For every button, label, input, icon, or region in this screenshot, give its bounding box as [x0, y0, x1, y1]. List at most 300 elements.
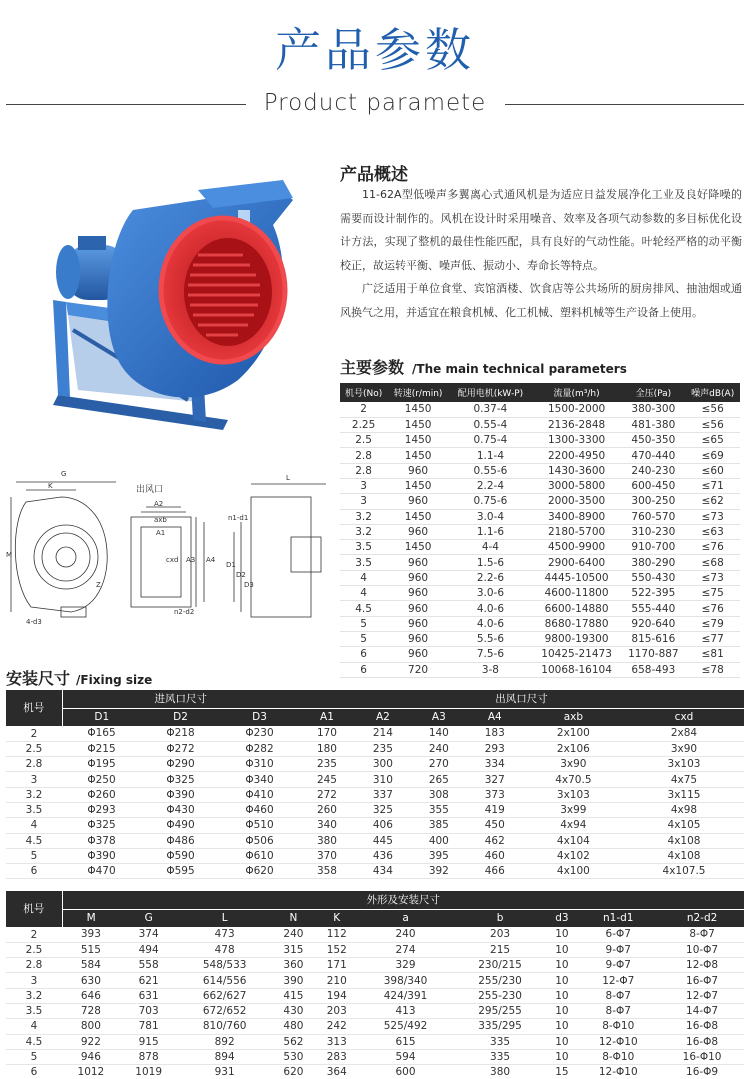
table-cell: Φ340 [220, 772, 299, 787]
table-header-cell: G [120, 909, 178, 927]
table-cell: 245 [299, 772, 355, 787]
table-cell: Φ486 [141, 833, 220, 848]
label-cxd: cxd [166, 556, 179, 564]
table-cell: 6 [6, 864, 62, 879]
table-cell: 1450 [387, 448, 449, 463]
table-cell: 3000-5800 [532, 478, 621, 493]
table-header-cell: D1 [62, 708, 141, 726]
table-row [6, 988, 744, 1003]
table-cell: 3.5 [340, 555, 387, 570]
table-cell: 424/391 [358, 988, 452, 1003]
table-cell: 10425-21473 [532, 647, 621, 662]
table-cell: 8680-17880 [532, 616, 621, 631]
table-cell: 6 [6, 1065, 62, 1079]
table-cell: 374 [120, 927, 178, 942]
table-cell: 8-Φ10 [576, 1019, 660, 1034]
table-cell: 10 [547, 1049, 576, 1064]
table-cell: 16-Φ7 [660, 973, 744, 988]
table-cell: 525/492 [358, 1019, 452, 1034]
table-cell: Φ390 [62, 848, 141, 863]
table-cell: 800 [62, 1019, 120, 1034]
table-cell: 920-640 [621, 616, 685, 631]
table-cell: 1.5-6 [449, 555, 532, 570]
table-cell: 922 [62, 1034, 120, 1049]
table-cell: 434 [355, 864, 411, 879]
table-cell: 4x70.5 [523, 772, 624, 787]
table-row [6, 927, 744, 942]
table-cell: 9800-19300 [532, 631, 621, 646]
table-cell: 270 [411, 757, 467, 772]
table-cell: 470-440 [621, 448, 685, 463]
table-cell: 478 [178, 942, 272, 957]
table-cell: 406 [355, 818, 411, 833]
table-cell: 240 [358, 927, 452, 942]
table-cell: 3x90 [624, 741, 744, 756]
table-header-cell: A3 [411, 708, 467, 726]
table-cell: ≤75 [685, 586, 740, 601]
table-cell: 10 [547, 1034, 576, 1049]
table-row [6, 1003, 744, 1018]
label-d2: D2 [236, 571, 246, 579]
table-cell: 380-300 [621, 402, 685, 417]
table-cell: 4 [6, 1019, 62, 1034]
table-cell: 194 [315, 988, 358, 1003]
table-cell: 10 [547, 958, 576, 973]
table-cell: 4x75 [624, 772, 744, 787]
table-cell: 946 [62, 1049, 120, 1064]
table-cell: ≤63 [685, 524, 740, 539]
table-cell: 10 [547, 1019, 576, 1034]
label-a1: A1 [156, 529, 166, 537]
table-cell: 390 [272, 973, 315, 988]
overview-text [340, 183, 742, 324]
table-cell: ≤76 [685, 540, 740, 555]
table-cell: 3.2 [340, 524, 387, 539]
table-cell: 355 [411, 802, 467, 817]
table-row [340, 570, 740, 585]
table-cell: 392 [411, 864, 467, 879]
table-cell: 522-395 [621, 586, 685, 601]
table-row [6, 848, 744, 863]
table-cell: 1019 [120, 1065, 178, 1079]
table-cell: 5 [340, 631, 387, 646]
fixing-table-2 [6, 891, 744, 1079]
table-cell: 466 [467, 864, 523, 879]
table-cell: 515 [62, 942, 120, 957]
label-a3: A3 [186, 556, 196, 564]
table-cell: 3.5 [340, 540, 387, 555]
table-cell: 283 [315, 1049, 358, 1064]
table-row [340, 555, 740, 570]
table-cell: ≤71 [685, 478, 740, 493]
table-cell: 3x103 [523, 787, 624, 802]
table-cell: 315 [272, 942, 315, 957]
table-cell: 2x100 [523, 726, 624, 741]
table-cell: 960 [387, 524, 449, 539]
table-cell: 415 [272, 988, 315, 1003]
table-row [340, 524, 740, 539]
table-cell: 630 [62, 973, 120, 988]
table-cell: ≤60 [685, 463, 740, 478]
table-header-cell: D3 [220, 708, 299, 726]
table-cell: Φ460 [220, 802, 299, 817]
table-cell: 6 [340, 647, 387, 662]
table-cell: 393 [62, 927, 120, 942]
table-cell: 3.2 [6, 787, 62, 802]
table-cell: 960 [387, 494, 449, 509]
table-cell: 171 [315, 958, 358, 973]
table-cell: 3.2 [340, 509, 387, 524]
table-cell: 308 [411, 787, 467, 802]
table-header-cell: b [453, 909, 548, 927]
table-cell: 4x108 [624, 833, 744, 848]
table-cell: 481-380 [621, 417, 685, 432]
table-cell: 203 [453, 927, 548, 942]
table-header-cell: A1 [299, 708, 355, 726]
table-cell: 3400-8900 [532, 509, 621, 524]
table-cell: 2180-5700 [532, 524, 621, 539]
table-cell: 1450 [387, 509, 449, 524]
table-row [340, 662, 740, 677]
table-header-cell: 转速(r/min) [387, 383, 449, 402]
table-cell: 5 [340, 616, 387, 631]
table-cell: Φ510 [220, 818, 299, 833]
overview-paragraph-1: 11-62A型低噪声多翼离心式通风机是为适应日益发展净化工业及良好降噪的需要而设计制作的。风机在设计时采用噪音、效率及各项气动参数的多目标优化设计方法，实现了整机的最佳性能匹配，具有良好的气动性能。叶轮经严格的动平衡校正，故运转平衡、噪声低、振动小、寿命长等特点。 [340, 188, 742, 272]
table-cell: 3.5 [6, 802, 62, 817]
table-cell: 4.5 [340, 601, 387, 616]
table-cell: 1.1-4 [449, 448, 532, 463]
table-cell: 4x104 [523, 833, 624, 848]
table-cell: 274 [358, 942, 452, 957]
table-cell: 2 [6, 927, 62, 942]
table-cell: 242 [315, 1019, 358, 1034]
table-cell: 5 [6, 848, 62, 863]
table-cell: 10 [547, 927, 576, 942]
table-cell: 2200-4950 [532, 448, 621, 463]
table-cell: Φ325 [62, 818, 141, 833]
table-cell: 360 [272, 958, 315, 973]
table-cell: 6-Φ7 [576, 927, 660, 942]
table-cell: Φ195 [62, 757, 141, 772]
table-cell: 310 [355, 772, 411, 787]
table-cell: 3-8 [449, 662, 532, 677]
table-row [6, 1034, 744, 1049]
table-row [6, 1065, 744, 1079]
table-cell: 620 [272, 1065, 315, 1079]
table-cell: 4 [340, 570, 387, 585]
table-cell: 450-350 [621, 433, 685, 448]
table-cell: 10-Φ7 [660, 942, 744, 957]
table-cell: 255-230 [453, 988, 548, 1003]
table-cell: 915 [120, 1034, 178, 1049]
table-cell: 364 [315, 1065, 358, 1079]
table-cell: ≤73 [685, 509, 740, 524]
table-cell: 960 [387, 647, 449, 662]
table-cell: 215 [453, 942, 548, 957]
table-cell: 4x100 [523, 864, 624, 879]
table-cell: 530 [272, 1049, 315, 1064]
table-cell: 3.2 [6, 988, 62, 1003]
table-cell: 2900-6400 [532, 555, 621, 570]
main-params-title-cn: 主要参数 [340, 358, 405, 377]
table-cell: 430 [272, 1003, 315, 1018]
table-cell: 180 [299, 741, 355, 756]
table-header-cell: L [178, 909, 272, 927]
label-axb: axb [154, 516, 167, 524]
table-cell: Φ250 [62, 772, 141, 787]
table-row [6, 757, 744, 772]
table-cell: 373 [467, 787, 523, 802]
page-subtitle: Product paramete [263, 90, 487, 116]
table-header-cell: 配用电机(kW-P) [449, 383, 532, 402]
table-cell: 1450 [387, 417, 449, 432]
table-header-cell: M [62, 909, 120, 927]
table-cell: Φ378 [62, 833, 141, 848]
fix1-group-inlet: 进风口尺寸 [62, 690, 299, 708]
table-cell: 380 [299, 833, 355, 848]
table-cell: 960 [387, 616, 449, 631]
fixing-title-en: /Fixing size [76, 673, 153, 687]
table-row [340, 540, 740, 555]
table-cell: Φ610 [220, 848, 299, 863]
table-cell: 878 [120, 1049, 178, 1064]
table-cell: 460 [467, 848, 523, 863]
table-cell: 462 [467, 833, 523, 848]
table-cell: Φ470 [62, 864, 141, 879]
table-header-cell: d3 [547, 909, 576, 927]
table-row [6, 833, 744, 848]
table-cell: 614/556 [178, 973, 272, 988]
table-row [6, 741, 744, 756]
page-title: 产品参数 [275, 23, 475, 77]
table-cell: 310-230 [621, 524, 685, 539]
table-cell: 584 [62, 958, 120, 973]
table-cell: 672/652 [178, 1003, 272, 1018]
table-cell: 9-Φ7 [576, 942, 660, 957]
table-cell: 960 [387, 555, 449, 570]
table-cell: 4x108 [624, 848, 744, 863]
table-cell: 1430-3600 [532, 463, 621, 478]
table-cell: ≤68 [685, 555, 740, 570]
table-cell: 781 [120, 1019, 178, 1034]
table-cell: 810/760 [178, 1019, 272, 1034]
table-cell: Φ595 [141, 864, 220, 879]
table-cell: 240 [272, 927, 315, 942]
table-cell: 2 [340, 402, 387, 417]
table-cell: 335/295 [453, 1019, 548, 1034]
table-cell: 436 [355, 848, 411, 863]
table-cell: 3 [6, 973, 62, 988]
table-cell: 621 [120, 973, 178, 988]
fix1-row-header: 机号 [6, 690, 62, 726]
overview-paragraph-2: 广泛适用于单位食堂、宾馆酒楼、饮食店等公共场所的厨房排风、抽油烟或通风换气之用，并适宜在粮食机械、化工机械、塑料机械等生产设备上使用。 [340, 282, 742, 319]
table-cell: 325 [355, 802, 411, 817]
table-cell: 1170-887 [621, 647, 685, 662]
table-cell: 562 [272, 1034, 315, 1049]
label-g: G [61, 470, 67, 478]
table-cell: 16-Φ8 [660, 1019, 744, 1034]
table-cell: 295/255 [453, 1003, 548, 1018]
table-cell: 0.55-6 [449, 463, 532, 478]
table-cell: 0.37-4 [449, 402, 532, 417]
table-cell: 327 [467, 772, 523, 787]
table-cell: 548/533 [178, 958, 272, 973]
table-cell: Φ390 [141, 787, 220, 802]
table-cell: 14-Φ7 [660, 1003, 744, 1018]
fixing-table-1 [6, 690, 744, 879]
table-cell: 10 [547, 973, 576, 988]
table-cell: 272 [299, 787, 355, 802]
fix2-group: 外形及安装尺寸 [62, 891, 744, 909]
table-cell: 140 [411, 726, 467, 741]
label-4-d3: 4-d3 [26, 618, 42, 626]
table-cell: 152 [315, 942, 358, 957]
table-cell: 662/627 [178, 988, 272, 1003]
table-cell: 358 [299, 864, 355, 879]
table-cell: 2.2-6 [449, 570, 532, 585]
table-row [6, 818, 744, 833]
table-row [340, 586, 740, 601]
table-cell: 594 [358, 1049, 452, 1064]
fixing-title [6, 666, 152, 689]
table-cell: 600-450 [621, 478, 685, 493]
table-cell: 2.5 [6, 942, 62, 957]
fix1-group-outlet: 出风口尺寸 [299, 690, 744, 708]
table-header-cell: n2-d2 [660, 909, 744, 927]
table-cell: ≤81 [685, 647, 740, 662]
table-cell: 3x99 [523, 802, 624, 817]
table-cell: 6 [340, 662, 387, 677]
dimension-drawings [6, 462, 336, 637]
table-cell: 4.5 [6, 1034, 62, 1049]
table-cell: ≤78 [685, 662, 740, 677]
table-cell: 3x103 [624, 757, 744, 772]
table-cell: 8-Φ7 [576, 1003, 660, 1018]
table-cell: 555-440 [621, 601, 685, 616]
table-cell: 445 [355, 833, 411, 848]
table-cell: ≤69 [685, 448, 740, 463]
table-header-cell: axb [523, 708, 624, 726]
table-cell: 8-Φ7 [660, 927, 744, 942]
table-cell: 558 [120, 958, 178, 973]
table-cell: 2.2-4 [449, 478, 532, 493]
table-cell: 300 [355, 757, 411, 772]
table-cell: Φ506 [220, 833, 299, 848]
table-cell: Φ620 [220, 864, 299, 879]
table-cell: ≤56 [685, 402, 740, 417]
table-cell: Φ165 [62, 726, 141, 741]
table-cell: Φ290 [141, 757, 220, 772]
table-cell: 235 [355, 741, 411, 756]
table-cell: 960 [387, 586, 449, 601]
outlet-label: 出风口 [136, 485, 164, 495]
table-cell: 4x105 [624, 818, 744, 833]
table-cell: 480 [272, 1019, 315, 1034]
table-cell: 313 [315, 1034, 358, 1049]
table-cell: 1450 [387, 540, 449, 555]
table-cell: 4x102 [523, 848, 624, 863]
table-cell: 6600-14880 [532, 601, 621, 616]
table-row [340, 647, 740, 662]
table-cell: ≤77 [685, 631, 740, 646]
table-row [6, 864, 744, 879]
table-cell: 300-250 [621, 494, 685, 509]
table-cell: 3x115 [624, 787, 744, 802]
table-row [340, 448, 740, 463]
table-cell: 658-493 [621, 662, 685, 677]
table-cell: 703 [120, 1003, 178, 1018]
fixing-title-cn: 安装尺寸 [6, 669, 71, 688]
table-header-cell: A4 [467, 708, 523, 726]
table-cell: 12-Φ8 [660, 958, 744, 973]
table-cell: 7.5-6 [449, 647, 532, 662]
table-cell: Φ490 [141, 818, 220, 833]
table-cell: 1450 [387, 478, 449, 493]
table-cell: 1300-3300 [532, 433, 621, 448]
table-cell: Φ590 [141, 848, 220, 863]
table-cell: 8-Φ10 [576, 1049, 660, 1064]
table-cell: 760-570 [621, 509, 685, 524]
table-cell: 960 [387, 631, 449, 646]
table-cell: 3.0-4 [449, 509, 532, 524]
table-cell: 2.8 [6, 757, 62, 772]
table-row [6, 1049, 744, 1064]
table-cell: ≤73 [685, 570, 740, 585]
table-cell: 960 [387, 570, 449, 585]
table-header-cell: cxd [624, 708, 744, 726]
table-cell: 0.55-4 [449, 417, 532, 432]
table-row [340, 494, 740, 509]
fan-image [38, 170, 318, 435]
table-cell: 413 [358, 1003, 452, 1018]
table-cell: 1500-2000 [532, 402, 621, 417]
table-cell: 450 [467, 818, 523, 833]
table-cell: 10 [547, 988, 576, 1003]
table-cell: 8-Φ7 [576, 988, 660, 1003]
table-cell: 2.8 [6, 958, 62, 973]
table-cell: 340 [299, 818, 355, 833]
table-cell: 400 [411, 833, 467, 848]
label-n2-d2: n2-d2 [174, 608, 195, 616]
table-cell: 2.8 [340, 448, 387, 463]
table-cell: 15 [547, 1065, 576, 1079]
table-header-cell: A2 [355, 708, 411, 726]
table-cell: 473 [178, 927, 272, 942]
table-cell: 4.5 [6, 833, 62, 848]
table-cell: 10 [547, 942, 576, 957]
table-row [6, 1019, 744, 1034]
table-row [340, 433, 740, 448]
table-cell: 2.5 [340, 433, 387, 448]
table-cell: 385 [411, 818, 467, 833]
table-cell: 334 [467, 757, 523, 772]
table-row [340, 417, 740, 432]
table-row [340, 601, 740, 616]
table-cell: 631 [120, 988, 178, 1003]
table-row [6, 973, 744, 988]
table-cell: 4x98 [624, 802, 744, 817]
table-cell: 615 [358, 1034, 452, 1049]
table-cell: ≤65 [685, 433, 740, 448]
table-cell: 2 [6, 726, 62, 741]
table-cell: 4.0-6 [449, 616, 532, 631]
table-cell: 10 [547, 1003, 576, 1018]
table-cell: 5 [6, 1049, 62, 1064]
table-cell: 293 [467, 741, 523, 756]
label-k: K [48, 482, 53, 490]
table-header-cell: 流量(m³/h) [532, 383, 621, 402]
table-cell: 646 [62, 988, 120, 1003]
